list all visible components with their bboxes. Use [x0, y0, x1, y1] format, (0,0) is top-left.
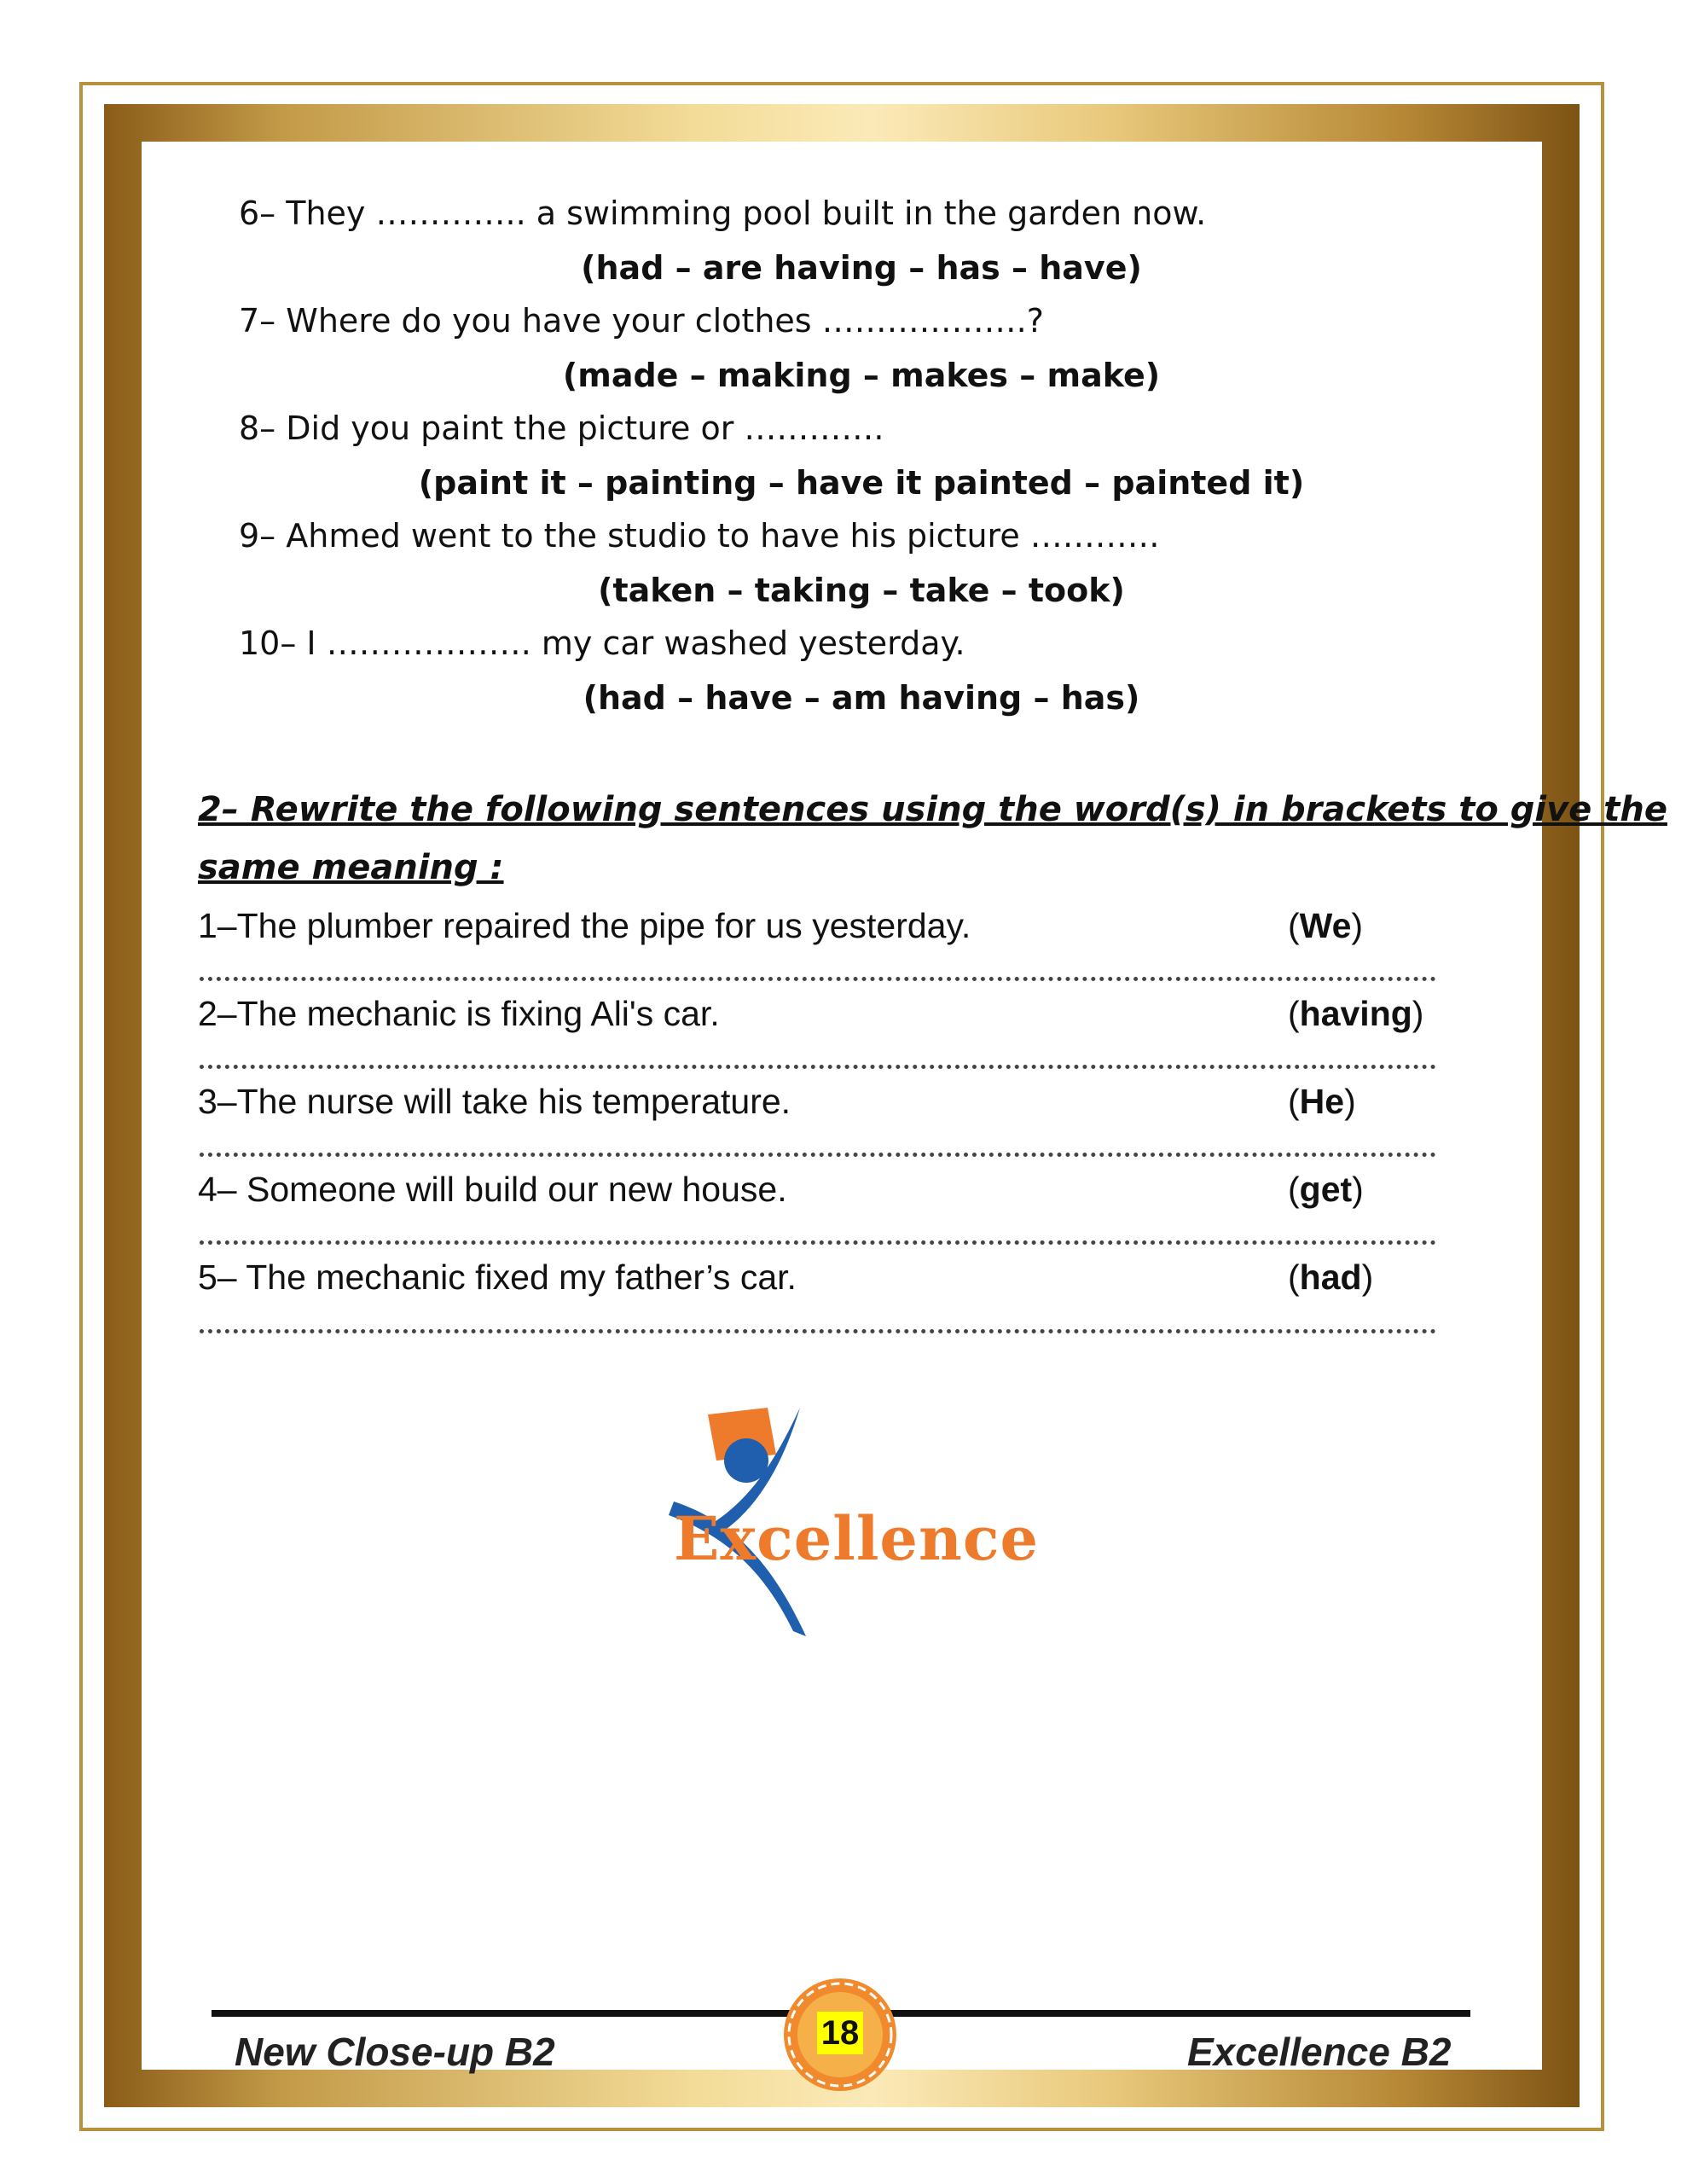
logo-text: Excellence — [674, 1503, 1040, 1574]
rewrite-sentence-3: 3–The nurse will take his temperature. — [198, 1082, 791, 1121]
rewrite-word-1: (We) — [1288, 906, 1364, 945]
rewrite-word-5: (had) — [1288, 1258, 1374, 1297]
question-10: 10– I ………………. my car washed yesterday. — [239, 624, 965, 662]
question-9: 9– Ahmed went to the studio to have his picture ………… — [239, 517, 1160, 555]
options-7: (made – making – makes – make) — [562, 357, 1161, 394]
rewrite-sentence-2: 2–The mechanic is fixing Ali's car. — [198, 994, 720, 1033]
answer-line-3 — [200, 1153, 1436, 1157]
rewrite-sentence-1: 1–The plumber repaired the pipe for us yesterday. — [198, 906, 971, 945]
footer-book-title: New Close-up B2 — [235, 2030, 555, 2074]
rewrite-word-3: (He) — [1288, 1082, 1356, 1121]
rewrite-word-2: (having) — [1288, 994, 1424, 1033]
page-number: 18 — [817, 2012, 863, 2054]
rewrite-sentence-5: 5– The mechanic fixed my father’s car. — [198, 1258, 797, 1297]
rewrite-word-4: (get) — [1288, 1170, 1364, 1209]
question-7: 7– Where do you have your clothes ……………….? — [239, 302, 1044, 340]
rewrite-sentence-4: 4– Someone will build our new house. — [198, 1170, 787, 1209]
question-6: 6– They ………….. a swimming pool built in the garden now. — [239, 195, 1207, 232]
answer-line-4 — [200, 1240, 1436, 1245]
options-8: (paint it – painting – have it painted – painted it) — [418, 464, 1305, 502]
answer-line-2 — [200, 1065, 1436, 1069]
footer-series-title: Excellence B2 — [1187, 2030, 1452, 2074]
options-10: (had – have – am having – has) — [583, 679, 1140, 717]
question-8: 8– Did you paint the picture or …………. — [239, 410, 884, 447]
answer-line-1 — [200, 977, 1436, 981]
options-6: (had – are having – has – have) — [581, 249, 1142, 287]
exercise-heading-line2: same meaning : — [198, 848, 504, 887]
options-9: (taken – taking – take – took) — [598, 572, 1125, 609]
answer-line-5 — [200, 1329, 1436, 1333]
exercise-heading-line1: 2– Rewrite the following sentences using the word(s) in brackets to give the — [198, 790, 1667, 829]
